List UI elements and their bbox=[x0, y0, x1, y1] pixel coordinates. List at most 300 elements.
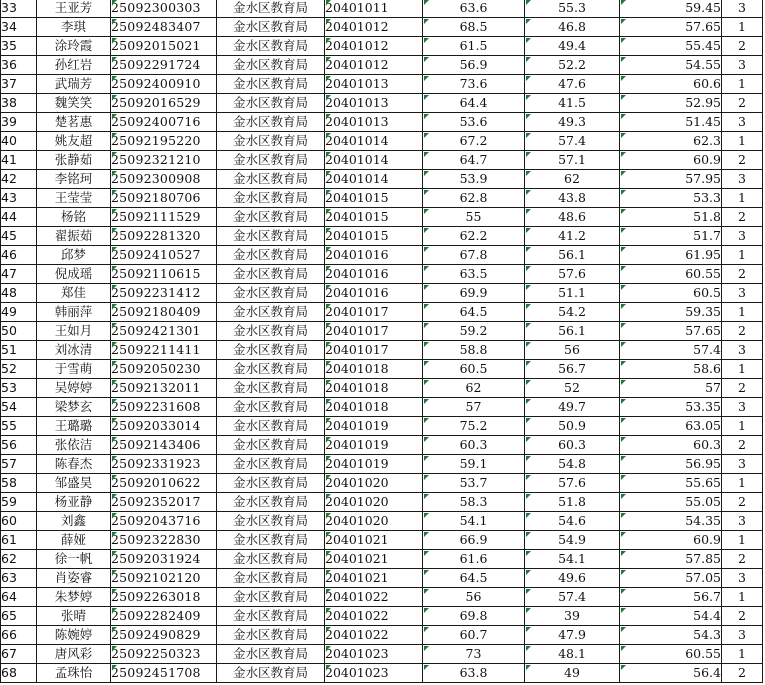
cell-seq-no[interactable]: 58 bbox=[1, 474, 37, 493]
cell-hiring-unit[interactable]: 金水区教育局 bbox=[217, 474, 325, 493]
cell-total-score[interactable]: 57.65 bbox=[620, 18, 722, 37]
cell-hiring-unit[interactable]: 金水区教育局 bbox=[217, 550, 325, 569]
cell-candidate-name[interactable]: 王如月 bbox=[37, 322, 111, 341]
cell-ticket-number[interactable]: 25092483407 bbox=[111, 18, 217, 37]
cell-score-1[interactable]: 75.2 bbox=[423, 417, 525, 436]
cell-rank[interactable]: 1 bbox=[722, 132, 763, 151]
cell-candidate-name[interactable]: 韩丽萍 bbox=[37, 303, 111, 322]
cell-ticket-number[interactable]: 25092050230 bbox=[111, 360, 217, 379]
cell-position-code[interactable]: 20401016 bbox=[325, 246, 423, 265]
cell-seq-no[interactable]: 64 bbox=[1, 588, 37, 607]
cell-position-code[interactable]: 20401011 bbox=[325, 0, 423, 18]
cell-candidate-name[interactable]: 朱梦婷 bbox=[37, 588, 111, 607]
cell-rank[interactable]: 3 bbox=[722, 113, 763, 132]
cell-score-2[interactable]: 56.7 bbox=[525, 360, 620, 379]
cell-score-2[interactable]: 60.3 bbox=[525, 436, 620, 455]
cell-score-1[interactable]: 60.3 bbox=[423, 436, 525, 455]
cell-candidate-name[interactable]: 徐一帆 bbox=[37, 550, 111, 569]
cell-score-1[interactable]: 56.9 bbox=[423, 56, 525, 75]
cell-total-score[interactable]: 57.05 bbox=[620, 569, 722, 588]
cell-candidate-name[interactable]: 魏笑笑 bbox=[37, 94, 111, 113]
cell-candidate-name[interactable]: 杨铭 bbox=[37, 208, 111, 227]
cell-score-1[interactable]: 61.6 bbox=[423, 550, 525, 569]
cell-total-score[interactable]: 61.95 bbox=[620, 246, 722, 265]
cell-rank[interactable]: 3 bbox=[722, 455, 763, 474]
cell-score-1[interactable]: 55 bbox=[423, 208, 525, 227]
cell-score-1[interactable]: 61.5 bbox=[423, 37, 525, 56]
cell-score-2[interactable]: 54.6 bbox=[525, 512, 620, 531]
cell-score-1[interactable]: 53.9 bbox=[423, 170, 525, 189]
cell-hiring-unit[interactable]: 金水区教育局 bbox=[217, 113, 325, 132]
cell-rank[interactable]: 2 bbox=[722, 94, 763, 113]
cell-position-code[interactable]: 20401020 bbox=[325, 512, 423, 531]
cell-rank[interactable]: 3 bbox=[722, 569, 763, 588]
cell-score-2[interactable]: 56.1 bbox=[525, 322, 620, 341]
cell-score-2[interactable]: 54.8 bbox=[525, 455, 620, 474]
cell-score-2[interactable]: 57.6 bbox=[525, 474, 620, 493]
cell-position-code[interactable]: 20401021 bbox=[325, 569, 423, 588]
cell-ticket-number[interactable]: 25092016529 bbox=[111, 94, 217, 113]
cell-hiring-unit[interactable]: 金水区教育局 bbox=[217, 284, 325, 303]
cell-hiring-unit[interactable]: 金水区教育局 bbox=[217, 151, 325, 170]
cell-score-2[interactable]: 49.3 bbox=[525, 113, 620, 132]
cell-hiring-unit[interactable]: 金水区教育局 bbox=[217, 417, 325, 436]
cell-score-2[interactable]: 43.8 bbox=[525, 189, 620, 208]
cell-rank[interactable]: 3 bbox=[722, 284, 763, 303]
cell-position-code[interactable]: 20401018 bbox=[325, 379, 423, 398]
cell-score-2[interactable]: 48.1 bbox=[525, 645, 620, 664]
cell-score-2[interactable]: 39 bbox=[525, 607, 620, 626]
cell-ticket-number[interactable]: 25092180706 bbox=[111, 189, 217, 208]
cell-rank[interactable]: 2 bbox=[722, 664, 763, 683]
cell-score-1[interactable]: 69.9 bbox=[423, 284, 525, 303]
cell-seq-no[interactable]: 59 bbox=[1, 493, 37, 512]
cell-rank[interactable]: 3 bbox=[722, 512, 763, 531]
cell-hiring-unit[interactable]: 金水区教育局 bbox=[217, 626, 325, 645]
cell-score-2[interactable]: 47.6 bbox=[525, 75, 620, 94]
cell-seq-no[interactable]: 57 bbox=[1, 455, 37, 474]
cell-hiring-unit[interactable]: 金水区教育局 bbox=[217, 132, 325, 151]
cell-ticket-number[interactable]: 25092490829 bbox=[111, 626, 217, 645]
cell-total-score[interactable]: 56.4 bbox=[620, 664, 722, 683]
cell-seq-no[interactable]: 47 bbox=[1, 265, 37, 284]
cell-seq-no[interactable]: 54 bbox=[1, 398, 37, 417]
cell-rank[interactable]: 1 bbox=[722, 645, 763, 664]
cell-position-code[interactable]: 20401013 bbox=[325, 94, 423, 113]
cell-ticket-number[interactable]: 25092451708 bbox=[111, 664, 217, 683]
cell-score-1[interactable]: 60.5 bbox=[423, 360, 525, 379]
cell-score-1[interactable]: 67.2 bbox=[423, 132, 525, 151]
cell-hiring-unit[interactable]: 金水区教育局 bbox=[217, 18, 325, 37]
cell-candidate-name[interactable]: 邹盛昊 bbox=[37, 474, 111, 493]
cell-total-score[interactable]: 55.45 bbox=[620, 37, 722, 56]
cell-seq-no[interactable]: 38 bbox=[1, 94, 37, 113]
cell-score-2[interactable]: 52.2 bbox=[525, 56, 620, 75]
cell-candidate-name[interactable]: 梁梦玄 bbox=[37, 398, 111, 417]
cell-total-score[interactable]: 51.45 bbox=[620, 113, 722, 132]
cell-ticket-number[interactable]: 25092031924 bbox=[111, 550, 217, 569]
cell-total-score[interactable]: 57.95 bbox=[620, 170, 722, 189]
cell-ticket-number[interactable]: 25092281320 bbox=[111, 227, 217, 246]
cell-seq-no[interactable]: 61 bbox=[1, 531, 37, 550]
cell-seq-no[interactable]: 45 bbox=[1, 227, 37, 246]
cell-seq-no[interactable]: 48 bbox=[1, 284, 37, 303]
cell-score-1[interactable]: 53.7 bbox=[423, 474, 525, 493]
cell-position-code[interactable]: 20401013 bbox=[325, 75, 423, 94]
cell-ticket-number[interactable]: 25092400716 bbox=[111, 113, 217, 132]
cell-ticket-number[interactable]: 25092195220 bbox=[111, 132, 217, 151]
cell-position-code[interactable]: 20401019 bbox=[325, 455, 423, 474]
cell-position-code[interactable]: 20401020 bbox=[325, 493, 423, 512]
cell-ticket-number[interactable]: 25092421301 bbox=[111, 322, 217, 341]
cell-score-1[interactable]: 54.1 bbox=[423, 512, 525, 531]
cell-rank[interactable]: 2 bbox=[722, 379, 763, 398]
cell-rank[interactable]: 2 bbox=[722, 151, 763, 170]
cell-seq-no[interactable]: 36 bbox=[1, 56, 37, 75]
cell-score-2[interactable]: 57.4 bbox=[525, 132, 620, 151]
cell-hiring-unit[interactable]: 金水区教育局 bbox=[217, 645, 325, 664]
cell-position-code[interactable]: 20401012 bbox=[325, 56, 423, 75]
cell-score-2[interactable]: 54.1 bbox=[525, 550, 620, 569]
cell-ticket-number[interactable]: 25092033014 bbox=[111, 417, 217, 436]
cell-hiring-unit[interactable]: 金水区教育局 bbox=[217, 56, 325, 75]
cell-total-score[interactable]: 55.05 bbox=[620, 493, 722, 512]
cell-score-1[interactable]: 66.9 bbox=[423, 531, 525, 550]
cell-rank[interactable]: 3 bbox=[722, 56, 763, 75]
cell-ticket-number[interactable]: 25092321210 bbox=[111, 151, 217, 170]
cell-score-2[interactable]: 57.4 bbox=[525, 588, 620, 607]
cell-score-1[interactable]: 58.3 bbox=[423, 493, 525, 512]
cell-score-2[interactable]: 55.3 bbox=[525, 0, 620, 18]
cell-total-score[interactable]: 55.65 bbox=[620, 474, 722, 493]
cell-total-score[interactable]: 54.3 bbox=[620, 626, 722, 645]
cell-total-score[interactable]: 51.8 bbox=[620, 208, 722, 227]
cell-score-2[interactable]: 41.2 bbox=[525, 227, 620, 246]
cell-ticket-number[interactable]: 25092282409 bbox=[111, 607, 217, 626]
cell-hiring-unit[interactable]: 金水区教育局 bbox=[217, 322, 325, 341]
cell-hiring-unit[interactable]: 金水区教育局 bbox=[217, 569, 325, 588]
cell-score-2[interactable]: 52 bbox=[525, 379, 620, 398]
cell-rank[interactable]: 2 bbox=[722, 208, 763, 227]
cell-seq-no[interactable]: 68 bbox=[1, 664, 37, 683]
cell-total-score[interactable]: 59.35 bbox=[620, 303, 722, 322]
cell-seq-no[interactable]: 42 bbox=[1, 170, 37, 189]
cell-position-code[interactable]: 20401018 bbox=[325, 398, 423, 417]
cell-candidate-name[interactable]: 刘冰清 bbox=[37, 341, 111, 360]
cell-score-1[interactable]: 57 bbox=[423, 398, 525, 417]
cell-score-1[interactable]: 64.4 bbox=[423, 94, 525, 113]
cell-position-code[interactable]: 20401022 bbox=[325, 588, 423, 607]
cell-total-score[interactable]: 54.4 bbox=[620, 607, 722, 626]
cell-candidate-name[interactable]: 倪成瑶 bbox=[37, 265, 111, 284]
cell-score-2[interactable]: 56.1 bbox=[525, 246, 620, 265]
cell-hiring-unit[interactable]: 金水区教育局 bbox=[217, 588, 325, 607]
cell-score-1[interactable]: 60.7 bbox=[423, 626, 525, 645]
cell-rank[interactable]: 3 bbox=[722, 0, 763, 18]
cell-score-2[interactable]: 62 bbox=[525, 170, 620, 189]
cell-rank[interactable]: 3 bbox=[722, 341, 763, 360]
cell-rank[interactable]: 3 bbox=[722, 398, 763, 417]
cell-seq-no[interactable]: 44 bbox=[1, 208, 37, 227]
cell-position-code[interactable]: 20401017 bbox=[325, 303, 423, 322]
cell-candidate-name[interactable]: 王璐璐 bbox=[37, 417, 111, 436]
cell-seq-no[interactable]: 34 bbox=[1, 18, 37, 37]
cell-total-score[interactable]: 57.65 bbox=[620, 322, 722, 341]
cell-total-score[interactable]: 57.85 bbox=[620, 550, 722, 569]
cell-total-score[interactable]: 60.9 bbox=[620, 151, 722, 170]
cell-ticket-number[interactable]: 25092231412 bbox=[111, 284, 217, 303]
cell-total-score[interactable]: 60.6 bbox=[620, 75, 722, 94]
cell-position-code[interactable]: 20401021 bbox=[325, 531, 423, 550]
cell-ticket-number[interactable]: 25092231608 bbox=[111, 398, 217, 417]
cell-score-1[interactable]: 63.5 bbox=[423, 265, 525, 284]
cell-seq-no[interactable]: 50 bbox=[1, 322, 37, 341]
cell-ticket-number[interactable]: 25092143406 bbox=[111, 436, 217, 455]
cell-seq-no[interactable]: 65 bbox=[1, 607, 37, 626]
cell-candidate-name[interactable]: 王莹莹 bbox=[37, 189, 111, 208]
cell-candidate-name[interactable]: 陈婉婷 bbox=[37, 626, 111, 645]
cell-seq-no[interactable]: 41 bbox=[1, 151, 37, 170]
cell-seq-no[interactable]: 33 bbox=[1, 0, 37, 18]
cell-seq-no[interactable]: 49 bbox=[1, 303, 37, 322]
cell-seq-no[interactable]: 46 bbox=[1, 246, 37, 265]
cell-candidate-name[interactable]: 李铭珂 bbox=[37, 170, 111, 189]
cell-seq-no[interactable]: 55 bbox=[1, 417, 37, 436]
cell-rank[interactable]: 1 bbox=[722, 360, 763, 379]
cell-seq-no[interactable]: 40 bbox=[1, 132, 37, 151]
cell-rank[interactable]: 2 bbox=[722, 607, 763, 626]
cell-ticket-number[interactable]: 25092250323 bbox=[111, 645, 217, 664]
cell-position-code[interactable]: 20401017 bbox=[325, 322, 423, 341]
cell-position-code[interactable]: 20401012 bbox=[325, 37, 423, 56]
cell-score-1[interactable]: 53.6 bbox=[423, 113, 525, 132]
cell-ticket-number[interactable]: 25092352017 bbox=[111, 493, 217, 512]
cell-position-code[interactable]: 20401022 bbox=[325, 607, 423, 626]
cell-position-code[interactable]: 20401019 bbox=[325, 436, 423, 455]
cell-seq-no[interactable]: 53 bbox=[1, 379, 37, 398]
cell-rank[interactable]: 2 bbox=[722, 493, 763, 512]
cell-rank[interactable]: 2 bbox=[722, 436, 763, 455]
cell-ticket-number[interactable]: 25092410527 bbox=[111, 246, 217, 265]
cell-score-1[interactable]: 62 bbox=[423, 379, 525, 398]
cell-hiring-unit[interactable]: 金水区教育局 bbox=[217, 455, 325, 474]
cell-seq-no[interactable]: 63 bbox=[1, 569, 37, 588]
cell-hiring-unit[interactable]: 金水区教育局 bbox=[217, 360, 325, 379]
cell-rank[interactable]: 2 bbox=[722, 265, 763, 284]
cell-position-code[interactable]: 20401013 bbox=[325, 113, 423, 132]
cell-score-2[interactable]: 57.1 bbox=[525, 151, 620, 170]
cell-rank[interactable]: 2 bbox=[722, 322, 763, 341]
cell-hiring-unit[interactable]: 金水区教育局 bbox=[217, 227, 325, 246]
cell-candidate-name[interactable]: 翟振茹 bbox=[37, 227, 111, 246]
cell-ticket-number[interactable]: 25092111529 bbox=[111, 208, 217, 227]
cell-candidate-name[interactable]: 王亚芳 bbox=[37, 0, 111, 18]
cell-candidate-name[interactable]: 郑佳 bbox=[37, 284, 111, 303]
cell-score-2[interactable]: 50.9 bbox=[525, 417, 620, 436]
cell-candidate-name[interactable]: 张静茹 bbox=[37, 151, 111, 170]
cell-rank[interactable]: 1 bbox=[722, 531, 763, 550]
cell-total-score[interactable]: 57 bbox=[620, 379, 722, 398]
cell-rank[interactable]: 1 bbox=[722, 588, 763, 607]
cell-seq-no[interactable]: 52 bbox=[1, 360, 37, 379]
cell-rank[interactable]: 1 bbox=[722, 189, 763, 208]
cell-score-1[interactable]: 63.6 bbox=[423, 0, 525, 18]
cell-hiring-unit[interactable]: 金水区教育局 bbox=[217, 208, 325, 227]
cell-score-2[interactable]: 47.9 bbox=[525, 626, 620, 645]
cell-hiring-unit[interactable]: 金水区教育局 bbox=[217, 664, 325, 683]
cell-candidate-name[interactable]: 孙红岩 bbox=[37, 56, 111, 75]
cell-rank[interactable]: 1 bbox=[722, 246, 763, 265]
cell-total-score[interactable]: 60.9 bbox=[620, 531, 722, 550]
cell-score-1[interactable]: 68.5 bbox=[423, 18, 525, 37]
cell-score-2[interactable]: 48.6 bbox=[525, 208, 620, 227]
cell-position-code[interactable]: 20401023 bbox=[325, 664, 423, 683]
cell-hiring-unit[interactable]: 金水区教育局 bbox=[217, 265, 325, 284]
cell-score-1[interactable]: 64.5 bbox=[423, 569, 525, 588]
cell-score-2[interactable]: 54.2 bbox=[525, 303, 620, 322]
cell-score-1[interactable]: 62.8 bbox=[423, 189, 525, 208]
cell-total-score[interactable]: 60.3 bbox=[620, 436, 722, 455]
cell-hiring-unit[interactable]: 金水区教育局 bbox=[217, 0, 325, 18]
cell-total-score[interactable]: 54.55 bbox=[620, 56, 722, 75]
cell-score-1[interactable]: 73.6 bbox=[423, 75, 525, 94]
cell-total-score[interactable]: 54.35 bbox=[620, 512, 722, 531]
cell-ticket-number[interactable]: 25092010622 bbox=[111, 474, 217, 493]
cell-rank[interactable]: 3 bbox=[722, 170, 763, 189]
cell-rank[interactable]: 1 bbox=[722, 303, 763, 322]
cell-candidate-name[interactable]: 武瑞芳 bbox=[37, 75, 111, 94]
cell-seq-no[interactable]: 51 bbox=[1, 341, 37, 360]
cell-position-code[interactable]: 20401014 bbox=[325, 170, 423, 189]
cell-score-1[interactable]: 59.2 bbox=[423, 322, 525, 341]
cell-candidate-name[interactable]: 涂玲霞 bbox=[37, 37, 111, 56]
cell-ticket-number[interactable]: 25092300908 bbox=[111, 170, 217, 189]
cell-candidate-name[interactable]: 吴婷婷 bbox=[37, 379, 111, 398]
cell-score-2[interactable]: 46.8 bbox=[525, 18, 620, 37]
cell-score-1[interactable]: 69.8 bbox=[423, 607, 525, 626]
cell-rank[interactable]: 1 bbox=[722, 75, 763, 94]
cell-candidate-name[interactable]: 李琪 bbox=[37, 18, 111, 37]
cell-ticket-number[interactable]: 25092331923 bbox=[111, 455, 217, 474]
cell-total-score[interactable]: 57.4 bbox=[620, 341, 722, 360]
cell-ticket-number[interactable]: 25092400910 bbox=[111, 75, 217, 94]
cell-score-1[interactable]: 73 bbox=[423, 645, 525, 664]
cell-ticket-number[interactable]: 25092043716 bbox=[111, 512, 217, 531]
cell-ticket-number[interactable]: 25092110615 bbox=[111, 265, 217, 284]
cell-hiring-unit[interactable]: 金水区教育局 bbox=[217, 341, 325, 360]
cell-total-score[interactable]: 63.05 bbox=[620, 417, 722, 436]
cell-ticket-number[interactable]: 25092263018 bbox=[111, 588, 217, 607]
cell-score-1[interactable]: 67.8 bbox=[423, 246, 525, 265]
cell-seq-no[interactable]: 43 bbox=[1, 189, 37, 208]
cell-candidate-name[interactable]: 姚友超 bbox=[37, 132, 111, 151]
cell-candidate-name[interactable]: 肖姿睿 bbox=[37, 569, 111, 588]
cell-rank[interactable]: 3 bbox=[722, 626, 763, 645]
cell-seq-no[interactable]: 62 bbox=[1, 550, 37, 569]
cell-hiring-unit[interactable]: 金水区教育局 bbox=[217, 436, 325, 455]
cell-ticket-number[interactable]: 25092180409 bbox=[111, 303, 217, 322]
cell-rank[interactable]: 3 bbox=[722, 227, 763, 246]
cell-score-1[interactable]: 63.8 bbox=[423, 664, 525, 683]
cell-hiring-unit[interactable]: 金水区教育局 bbox=[217, 512, 325, 531]
cell-position-code[interactable]: 20401012 bbox=[325, 18, 423, 37]
cell-total-score[interactable]: 62.3 bbox=[620, 132, 722, 151]
cell-score-2[interactable]: 54.9 bbox=[525, 531, 620, 550]
cell-seq-no[interactable]: 35 bbox=[1, 37, 37, 56]
cell-ticket-number[interactable]: 25092132011 bbox=[111, 379, 217, 398]
cell-candidate-name[interactable]: 于雪萌 bbox=[37, 360, 111, 379]
cell-position-code[interactable]: 20401020 bbox=[325, 474, 423, 493]
cell-position-code[interactable]: 20401015 bbox=[325, 227, 423, 246]
cell-position-code[interactable]: 20401014 bbox=[325, 151, 423, 170]
cell-position-code[interactable]: 20401019 bbox=[325, 417, 423, 436]
cell-seq-no[interactable]: 60 bbox=[1, 512, 37, 531]
cell-hiring-unit[interactable]: 金水区教育局 bbox=[217, 607, 325, 626]
cell-total-score[interactable]: 52.95 bbox=[620, 94, 722, 113]
cell-position-code[interactable]: 20401016 bbox=[325, 284, 423, 303]
cell-seq-no[interactable]: 67 bbox=[1, 645, 37, 664]
cell-hiring-unit[interactable]: 金水区教育局 bbox=[217, 303, 325, 322]
cell-hiring-unit[interactable]: 金水区教育局 bbox=[217, 379, 325, 398]
cell-ticket-number[interactable]: 25092015021 bbox=[111, 37, 217, 56]
cell-score-1[interactable]: 62.2 bbox=[423, 227, 525, 246]
cell-ticket-number[interactable]: 25092211411 bbox=[111, 341, 217, 360]
cell-candidate-name[interactable]: 楚茗惠 bbox=[37, 113, 111, 132]
cell-total-score[interactable]: 59.45 bbox=[620, 0, 722, 18]
cell-position-code[interactable]: 20401022 bbox=[325, 626, 423, 645]
cell-score-2[interactable]: 49.4 bbox=[525, 37, 620, 56]
cell-rank[interactable]: 2 bbox=[722, 37, 763, 56]
cell-total-score[interactable]: 53.3 bbox=[620, 189, 722, 208]
cell-hiring-unit[interactable]: 金水区教育局 bbox=[217, 37, 325, 56]
cell-seq-no[interactable]: 66 bbox=[1, 626, 37, 645]
cell-total-score[interactable]: 60.5 bbox=[620, 284, 722, 303]
cell-ticket-number[interactable]: 25092291724 bbox=[111, 56, 217, 75]
cell-seq-no[interactable]: 56 bbox=[1, 436, 37, 455]
cell-score-1[interactable]: 58.8 bbox=[423, 341, 525, 360]
cell-total-score[interactable]: 51.7 bbox=[620, 227, 722, 246]
cell-score-2[interactable]: 49.6 bbox=[525, 569, 620, 588]
cell-position-code[interactable]: 20401014 bbox=[325, 132, 423, 151]
cell-position-code[interactable]: 20401016 bbox=[325, 265, 423, 284]
cell-total-score[interactable]: 53.35 bbox=[620, 398, 722, 417]
cell-score-1[interactable]: 64.7 bbox=[423, 151, 525, 170]
cell-hiring-unit[interactable]: 金水区教育局 bbox=[217, 94, 325, 113]
cell-candidate-name[interactable]: 张晴 bbox=[37, 607, 111, 626]
cell-score-1[interactable]: 56 bbox=[423, 588, 525, 607]
cell-ticket-number[interactable]: 25092102120 bbox=[111, 569, 217, 588]
cell-ticket-number[interactable]: 25092322830 bbox=[111, 531, 217, 550]
cell-candidate-name[interactable]: 邱梦 bbox=[37, 246, 111, 265]
cell-total-score[interactable]: 58.6 bbox=[620, 360, 722, 379]
cell-total-score[interactable]: 56.7 bbox=[620, 588, 722, 607]
cell-rank[interactable]: 2 bbox=[722, 550, 763, 569]
cell-hiring-unit[interactable]: 金水区教育局 bbox=[217, 531, 325, 550]
cell-seq-no[interactable]: 39 bbox=[1, 113, 37, 132]
cell-candidate-name[interactable]: 薛娅 bbox=[37, 531, 111, 550]
cell-hiring-unit[interactable]: 金水区教育局 bbox=[217, 493, 325, 512]
cell-total-score[interactable]: 56.95 bbox=[620, 455, 722, 474]
cell-hiring-unit[interactable]: 金水区教育局 bbox=[217, 246, 325, 265]
cell-position-code[interactable]: 20401023 bbox=[325, 645, 423, 664]
cell-candidate-name[interactable]: 陈春杰 bbox=[37, 455, 111, 474]
cell-candidate-name[interactable]: 杨亚静 bbox=[37, 493, 111, 512]
cell-rank[interactable]: 1 bbox=[722, 417, 763, 436]
cell-hiring-unit[interactable]: 金水区教育局 bbox=[217, 75, 325, 94]
cell-position-code[interactable]: 20401018 bbox=[325, 360, 423, 379]
cell-candidate-name[interactable]: 唐风彩 bbox=[37, 645, 111, 664]
cell-score-2[interactable]: 57.6 bbox=[525, 265, 620, 284]
